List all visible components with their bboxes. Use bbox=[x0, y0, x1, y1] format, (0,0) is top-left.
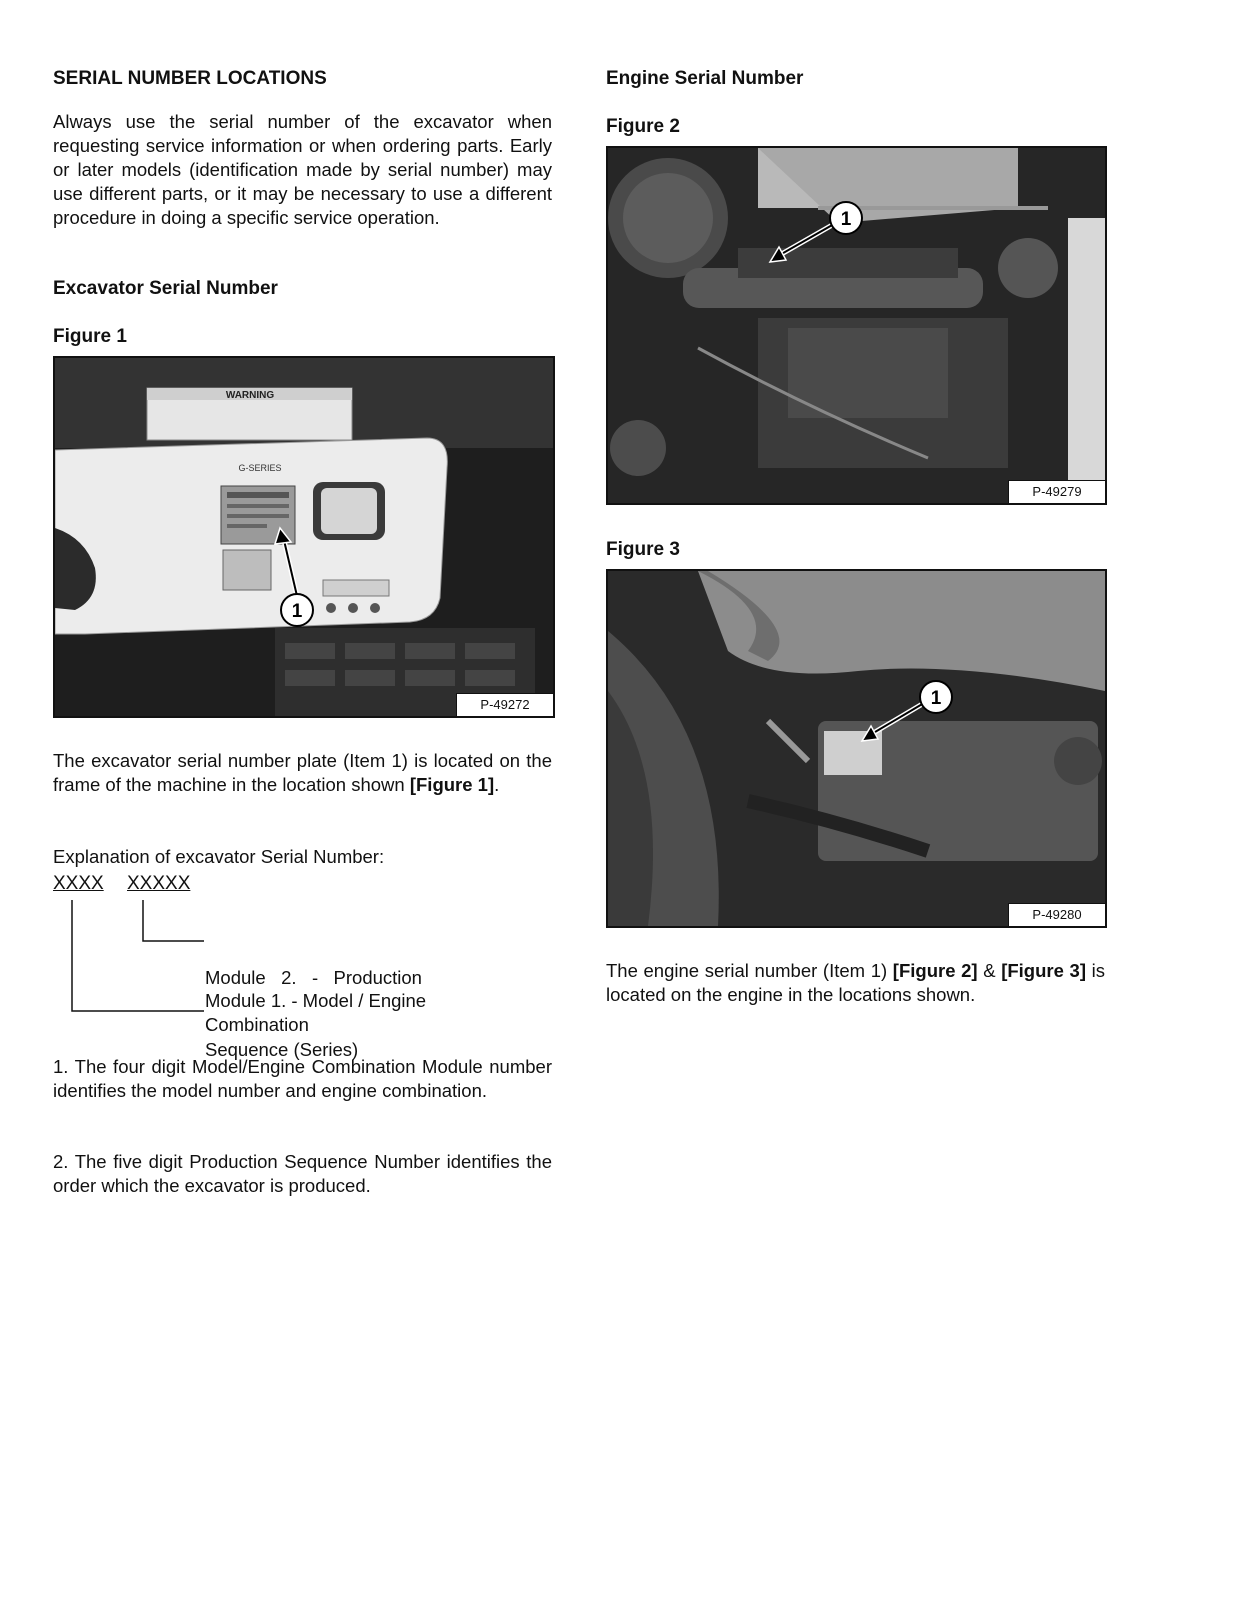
module-2-line-2: Sequence (Series) bbox=[205, 1039, 359, 1060]
figure-3-code: P-49280 bbox=[1008, 903, 1105, 926]
figure-1-photo bbox=[53, 356, 555, 718]
plate-location-text: The excavator serial number plate (Item 1) is located on the frame of the machine in the location shown bbox=[53, 750, 552, 795]
note-2: 2. The five digit Production Sequence Number identifies the order which the excavator is produced. bbox=[53, 1151, 552, 1196]
figure-1-label: Figure 1 bbox=[53, 326, 127, 347]
figure-2-label: Figure 2 bbox=[606, 116, 680, 137]
serial-code-module-2: XXXXX bbox=[127, 873, 191, 894]
ampersand: & bbox=[983, 960, 996, 981]
excavator-serial-heading: Excavator Serial Number bbox=[53, 278, 278, 299]
figure-1-callout: 1 bbox=[291, 601, 303, 622]
plate-location-paragraph bbox=[53, 749, 552, 797]
figure-3-label: Figure 3 bbox=[606, 539, 680, 560]
figure-1-reference: [Figure 1] bbox=[409, 774, 495, 795]
plate-location-period: . bbox=[494, 774, 500, 795]
serial-code-module-1: XXXX bbox=[53, 873, 104, 894]
explanation-text: Explanation of excavator Serial Number: bbox=[53, 846, 385, 867]
engine-location-text: The engine serial number (Item 1) bbox=[606, 960, 888, 981]
figure-2-reference: [Figure 2] bbox=[892, 960, 978, 981]
figure-3-callout: 1 bbox=[930, 688, 942, 709]
module-1-line-1: Module 1. - Model / Engine bbox=[205, 990, 427, 1011]
figure-2-photo bbox=[606, 146, 1107, 505]
figure-3-illustration bbox=[608, 571, 1105, 926]
warning-decal-text: WARNING bbox=[225, 390, 275, 401]
figure-1-illustration bbox=[55, 358, 553, 716]
engine-location-paragraph bbox=[606, 959, 1105, 1007]
series-text: G-SERIES bbox=[238, 463, 282, 473]
intro-paragraph: Always use the serial number of the excavator when requesting service information or when ordering parts. Early or later models (identification made by serial number) may use different parts, or it may be necessary to use a different procedure in doing a specific service operation. bbox=[53, 111, 552, 228]
figure-3-reference: [Figure 3] bbox=[1001, 960, 1086, 981]
figure-2-code: P-49279 bbox=[1008, 480, 1105, 503]
serial-code-connectors bbox=[60, 896, 210, 1016]
module-2-line-1: Module 2. - Production bbox=[205, 967, 422, 988]
figure-2-illustration bbox=[608, 148, 1105, 503]
page-title: SERIAL NUMBER LOCATIONS bbox=[53, 68, 327, 89]
engine-serial-heading: Engine Serial Number bbox=[606, 68, 804, 89]
figure-3-photo bbox=[606, 569, 1107, 928]
figure-1-code: P-49272 bbox=[456, 693, 553, 716]
note-1: 1. The four digit Model/Engine Combination Module number identifies the model number and engine combination. bbox=[53, 1056, 552, 1101]
engine-location-end: is located on the engine in the locations shown. bbox=[606, 960, 1105, 1005]
figure-2-callout: 1 bbox=[840, 209, 852, 230]
module-1-description bbox=[205, 989, 426, 1037]
module-1-line-2: Combination bbox=[205, 1014, 309, 1035]
